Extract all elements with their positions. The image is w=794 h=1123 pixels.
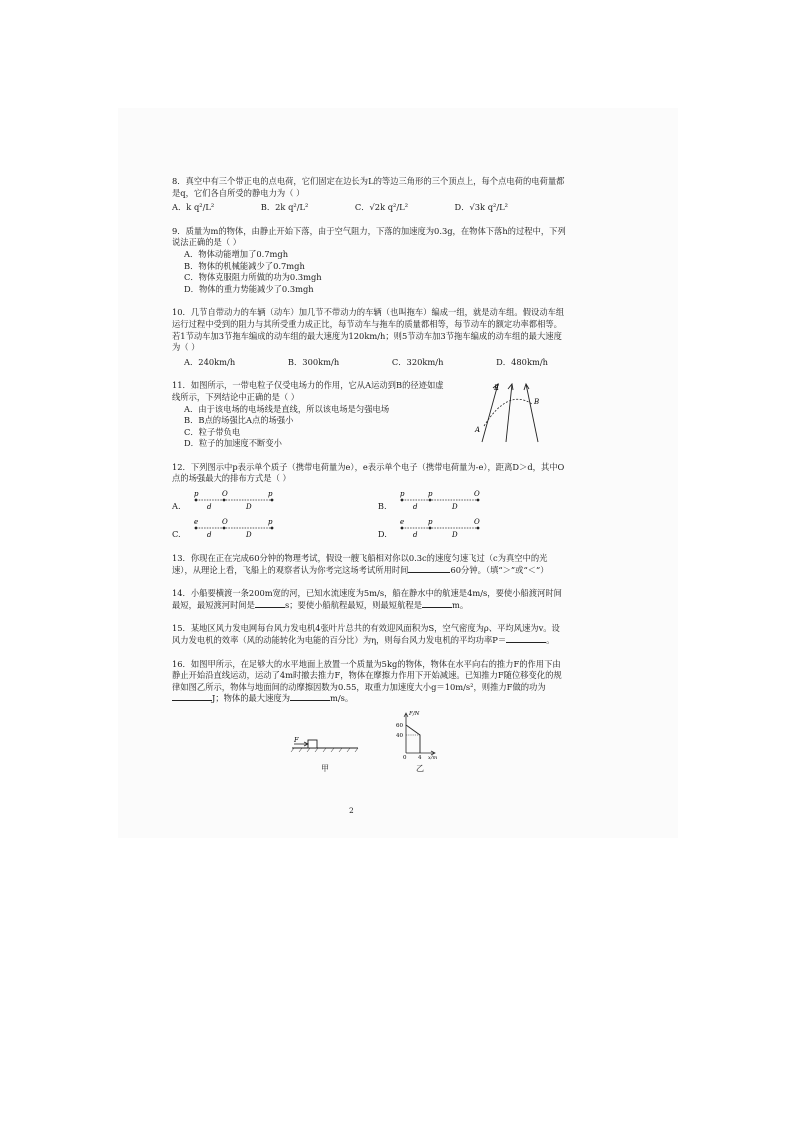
q15-blank[interactable] <box>506 642 546 643</box>
ground-hatch <box>315 748 318 752</box>
q12-arrangement-d <box>378 517 568 541</box>
q12-diagram-c <box>186 517 286 541</box>
q12-row-1 <box>172 489 568 513</box>
q12-diagram-d <box>392 517 492 541</box>
question-12 <box>172 462 568 541</box>
q12-a-dot-mid <box>223 499 226 502</box>
q12-diagram-a <box>186 489 286 513</box>
question-8 <box>172 176 568 214</box>
q8-stem: 8．真空中有三个带正电的点电荷，它们固定在边长为L的等边三角形的三个顶点上，每个点电荷的电荷量都是q，它们各自所受的静电力为（ ） <box>172 176 565 198</box>
q12-letter-b: B. <box>377 501 387 512</box>
q10-stem: 10．几节自带动力的车辆（动车）加几节不带动力的车辆（也叫拖车）编成一组，就是动车组。假设动车组运行过程中受到的阻力与其所受重力成正比，每节动车与拖车的质量都相等，每节动车的额定功率都相等。若1节动车加3节拖车编成的动车组的最大速度为120km/h；则5节动车加3节拖车编成的动车组的最大速度为（ ） <box>172 307 565 353</box>
q14-part3: m。 <box>452 599 469 610</box>
q15-part1: 15．某地区风力发电网每台风力发电机4张叶片总共的有效迎风面积为S，空气密度为ρ、平均风速为v。设风力发电机的效率（风的动能转化为电能的百分比）为η，则每台风力发电机的平均功率P＝ <box>172 623 560 646</box>
figure-yi-caption: 乙 <box>416 763 424 773</box>
field-line-mid <box>506 384 512 442</box>
q16-text <box>172 659 568 705</box>
force-curve <box>406 725 420 753</box>
figure-jia-drawing <box>290 711 360 761</box>
question-9 <box>172 226 568 296</box>
figure-yi-graph <box>390 711 450 761</box>
q12-d-right: O <box>473 518 480 527</box>
q12-c-mid: O <box>222 518 228 527</box>
figure-jia <box>290 711 360 774</box>
q12-letter-c: C. <box>172 529 181 540</box>
q12-a-right: p <box>268 490 273 499</box>
q9-option-d: D．物体的重力势能减少了0.3mgh <box>184 283 314 294</box>
question-15 <box>172 623 568 646</box>
q12-stem: 12．下列图示中p表示单个质子（携带电荷量为e），e表示单个电子（携带电荷量为-e），距离D＞d，其中O点的场强最大的排布方式是（ ） <box>172 461 565 484</box>
q13-tail: 60分钟。（填“＞”或“＜”） <box>450 564 549 575</box>
q12-diagram-b <box>392 489 492 513</box>
q14-text <box>172 588 568 611</box>
ground-hatch <box>347 748 350 752</box>
label-b: B <box>534 398 540 407</box>
x-tick-0: 0 <box>403 755 407 761</box>
q9-stem: 9．质量为m的物体，由静止开始下落，由于空气阻力，下落的加速度为0.3g，在物体下落h的过程中，下列说法正确的是（ ） <box>172 225 566 248</box>
q12-b-dot-left <box>401 499 404 502</box>
question-13 <box>172 553 568 576</box>
q12-a-dot-right <box>271 499 274 502</box>
q12-arrangement-c <box>172 517 362 541</box>
q12-arrangement-b <box>378 489 568 513</box>
ground-hatch <box>307 748 310 752</box>
q8-options <box>172 202 568 214</box>
q12-row-2 <box>172 517 568 541</box>
question-10 <box>172 307 568 368</box>
q12-arrangement-a <box>172 489 362 513</box>
q11-option-a: A．由于该电场的电场线是直线，所以该电场是匀强电场 <box>184 403 390 414</box>
q12-b-dot-right <box>477 499 480 502</box>
q12-d-mid: p <box>427 518 433 527</box>
ground-hatch <box>339 748 342 752</box>
field-arrow-mid <box>508 384 513 390</box>
label-e: E <box>494 384 500 393</box>
q16-blank-2[interactable] <box>290 700 330 701</box>
q12-a-d: d <box>207 503 212 512</box>
ground-hatch <box>291 748 294 752</box>
q12-d-d: d <box>412 531 418 540</box>
q14-blank-2[interactable] <box>422 607 452 608</box>
q9-option-b: B．物体的机械能减少了0.7mgh <box>184 260 305 271</box>
q12-letter-d: D. <box>377 529 387 540</box>
q12-b-dot-mid <box>429 499 432 502</box>
q12-letter-a: A. <box>172 501 181 512</box>
q10-option-b: B．300km/h <box>287 356 340 367</box>
q9-option-c: C．物体克服阻力所做的功为0.3mgh <box>184 272 322 283</box>
q10-options <box>172 357 568 369</box>
ground-hatch <box>299 748 302 752</box>
field-line-right <box>526 384 538 442</box>
figure-jia-caption: 甲 <box>321 763 329 773</box>
q9-option-a: A．物体动能增加了0.7mgh <box>184 248 289 259</box>
block <box>308 740 317 748</box>
question-11 <box>172 380 568 450</box>
q14-part2: s；要使小船航程最短，则最短航程是 <box>284 599 422 610</box>
questions-content <box>172 176 568 786</box>
q8-option-c: C．√2k q²/L² <box>354 202 409 213</box>
q15-part2: 。 <box>546 635 555 646</box>
y-tick-40: 40 <box>396 733 403 739</box>
q16-part3: m/s。 <box>330 693 354 704</box>
q12-c-dot-left <box>195 527 198 530</box>
q12-a-left: p <box>194 490 199 499</box>
y-label: F/N <box>409 711 420 717</box>
question-16 <box>172 659 568 775</box>
q13-stem: 13．你现在正在完成60分钟的物理考试，假设一艘飞船相对你以0.3c的速度匀速飞过（c为真空中的光速），从理论上看，飞船上的观察者认为你考完这场考试所用时间 <box>172 553 548 575</box>
ground-hatch <box>331 748 334 752</box>
q12-c-d: d <box>207 531 212 540</box>
q14-part1: 14．小船要横渡一条200m宽的河，已知水流速度为5m/s，船在静水中的航速是4m/s，要使小船渡河时间最短，最短渡河时间是 <box>172 588 562 610</box>
q12-c-left: e <box>194 518 199 527</box>
q12-b-d: d <box>412 503 418 512</box>
x-tick-4: 4 <box>418 755 422 761</box>
q12-c-D: D <box>246 531 252 540</box>
q11-option-d: D．粒子的加速度不断变小 <box>184 438 282 449</box>
q12-c-dot-mid <box>223 527 226 530</box>
y-tick-60: 60 <box>396 723 403 729</box>
q8-option-a: A．k q²/L² <box>172 202 215 213</box>
q12-b-D: D <box>451 503 458 512</box>
q16-figures <box>172 711 568 774</box>
q12-d-D: D <box>451 531 458 540</box>
q11-stem: 11．如图所示，一带电粒子仅受电场力的作用，它从A运动到B的径迹如虚线所示，下列结论中正确的是（ ） <box>172 380 444 402</box>
q14-blank-1[interactable] <box>255 607 285 608</box>
q12-b-right: O <box>473 490 480 499</box>
q12-d-dot-mid <box>429 527 432 530</box>
q13-answer-blank[interactable] <box>408 572 450 573</box>
label-a: A <box>475 426 481 435</box>
q12-a-D: D <box>246 503 252 512</box>
q12-d-dot-right <box>477 527 480 530</box>
q16-part2: J；物体的最大速度为 <box>212 693 290 704</box>
electric-field-figure <box>468 382 548 444</box>
q11-option-b: B．B点的场强比A点的场强小 <box>184 415 294 426</box>
ground-hatch <box>355 748 358 752</box>
q10-option-a: A．240km/h <box>184 356 236 367</box>
q16-part1: 16．如图甲所示，在足够大的水平地面上放置一个质量为5kg的物体，物体在水平向右的推力F的作用下由静止开始沿直线运动，运动了4m时撤去推力F，物体在摩擦力作用下开始减速。已知推力F随位移变化的规律如图乙所示，物体与地面间的动摩擦因数为0.55，取重力加速度大小g＝10m/s²，则推力F做的功为 <box>172 658 562 692</box>
force-label: F <box>294 736 299 744</box>
q12-b-left: p <box>399 490 405 499</box>
q15-text <box>172 623 568 646</box>
q10-option-d: D．480km/h <box>496 356 548 367</box>
q12-a-mid: O <box>222 490 228 499</box>
q13-text <box>172 553 568 576</box>
figure-yi <box>390 711 450 774</box>
q12-a-dot-left <box>195 499 198 502</box>
x-label: x/m <box>428 755 438 761</box>
q12-b-mid: p <box>427 490 433 499</box>
ground-hatch <box>323 748 326 752</box>
q12-c-dot-right <box>271 527 274 530</box>
q10-option-c: C．320km/h <box>391 356 444 367</box>
q12-c-right: p <box>268 518 273 527</box>
page-number: 2 <box>349 806 354 815</box>
q12-d-left: e <box>399 518 405 527</box>
question-14 <box>172 588 568 611</box>
q8-option-b: B．2k q²/L² <box>260 202 309 213</box>
q11-option-c: C．粒子带负电 <box>184 426 241 437</box>
q16-blank-1[interactable] <box>172 700 212 701</box>
field-line-left <box>482 384 498 442</box>
q12-d-dot-left <box>401 527 404 530</box>
q8-option-d: D．√3k q²/L² <box>454 202 508 213</box>
